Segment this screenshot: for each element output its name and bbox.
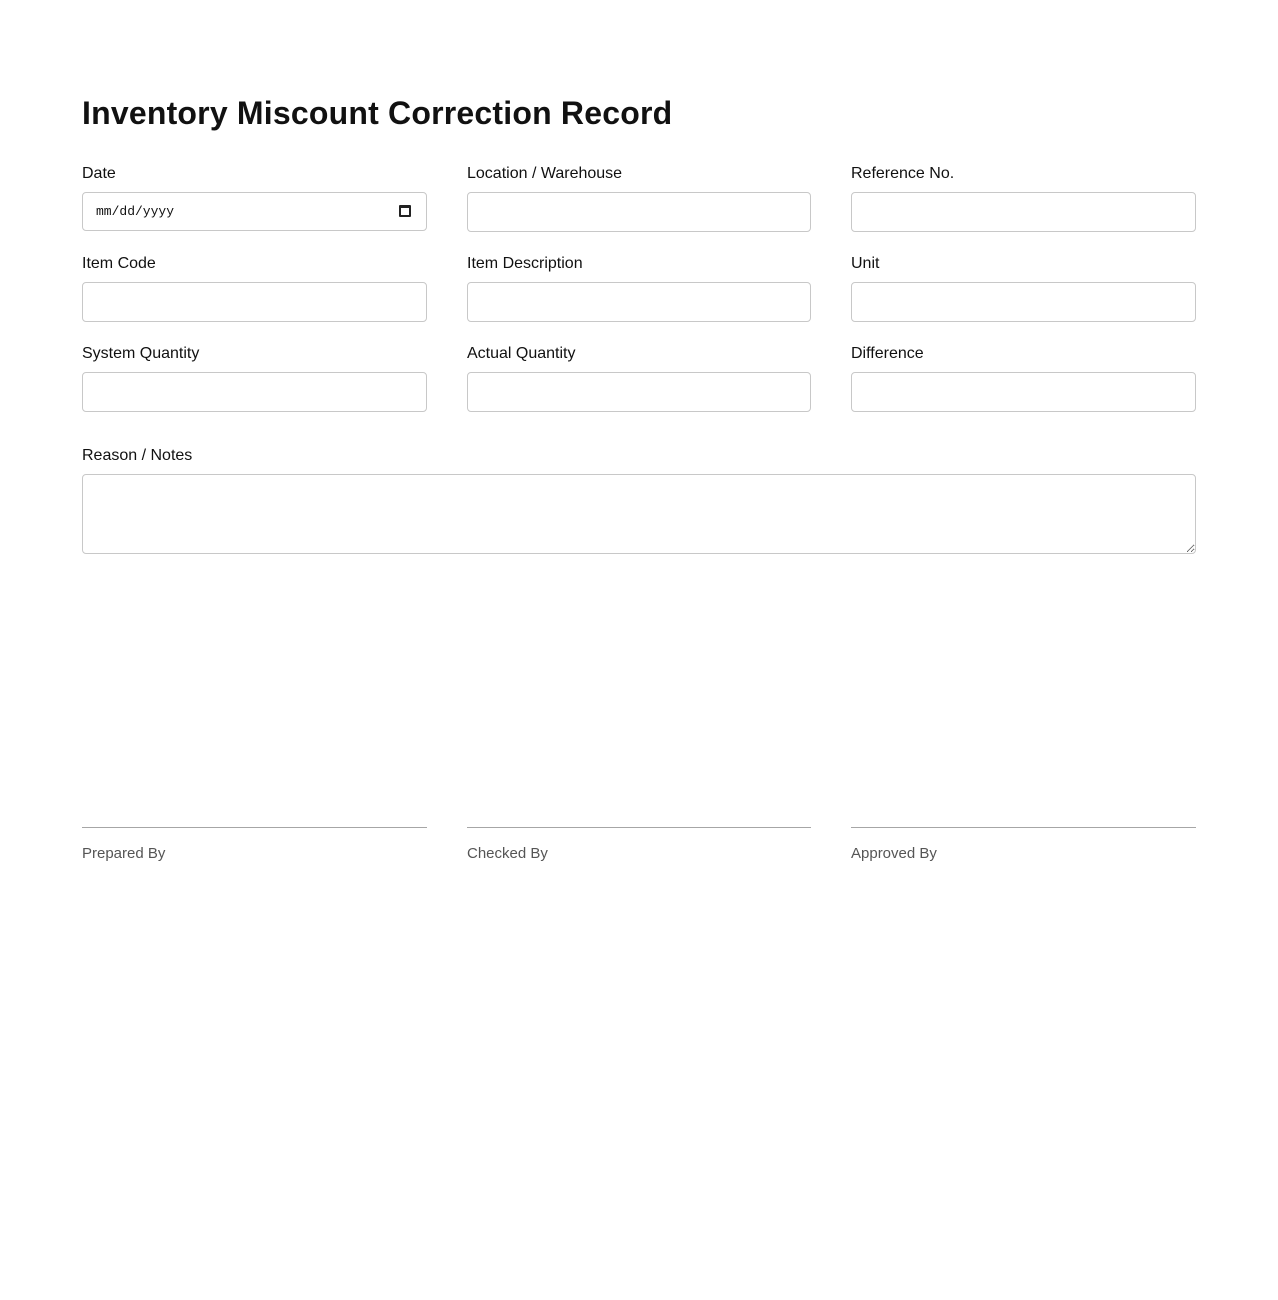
prepared-by-label: Prepared By (82, 845, 166, 862)
field-location (467, 164, 811, 232)
unit-input[interactable] (851, 282, 1196, 322)
date-label: Date (82, 165, 116, 182)
notes-label: Reason / Notes (82, 447, 193, 464)
system-quantity-label: System Quantity (82, 345, 200, 362)
signature-line (82, 827, 427, 828)
reference-label: Reference No. (851, 165, 955, 182)
signature-line (467, 827, 811, 828)
difference-label: Difference (851, 345, 924, 362)
signature-prepared-by (82, 827, 427, 862)
field-unit (851, 254, 1196, 322)
difference-input[interactable] (851, 372, 1196, 412)
unit-label: Unit (851, 255, 880, 272)
system-quantity-input[interactable] (82, 372, 427, 412)
signature-checked-by (467, 827, 811, 862)
date-placeholder: mm/dd/yyyy (96, 204, 175, 219)
notes-textarea[interactable] (82, 474, 1196, 554)
field-item-description (467, 254, 811, 322)
actual-quantity-label: Actual Quantity (467, 345, 576, 362)
field-actual-quantity (467, 344, 811, 412)
item-code-label: Item Code (82, 255, 156, 272)
signature-section (82, 827, 1196, 862)
location-input[interactable] (467, 192, 811, 232)
field-item-code (82, 254, 427, 322)
approved-by-label: Approved By (851, 845, 937, 862)
field-system-quantity (82, 344, 427, 412)
reference-input[interactable] (851, 192, 1196, 232)
signature-line (851, 827, 1196, 828)
location-label: Location / Warehouse (467, 165, 623, 182)
item-code-input[interactable] (82, 282, 427, 322)
form-fields-grid (82, 164, 1196, 412)
date-input[interactable] (82, 192, 427, 231)
checked-by-label: Checked By (467, 845, 548, 862)
calendar-icon[interactable] (399, 205, 411, 217)
field-reference (851, 164, 1196, 232)
item-description-label: Item Description (467, 255, 583, 272)
item-description-input[interactable] (467, 282, 811, 322)
field-notes (82, 446, 1196, 554)
field-date (82, 164, 427, 232)
actual-quantity-input[interactable] (467, 372, 811, 412)
field-difference (851, 344, 1196, 412)
signature-approved-by (851, 827, 1196, 862)
page-title: Inventory Miscount Correction Record (82, 95, 673, 131)
